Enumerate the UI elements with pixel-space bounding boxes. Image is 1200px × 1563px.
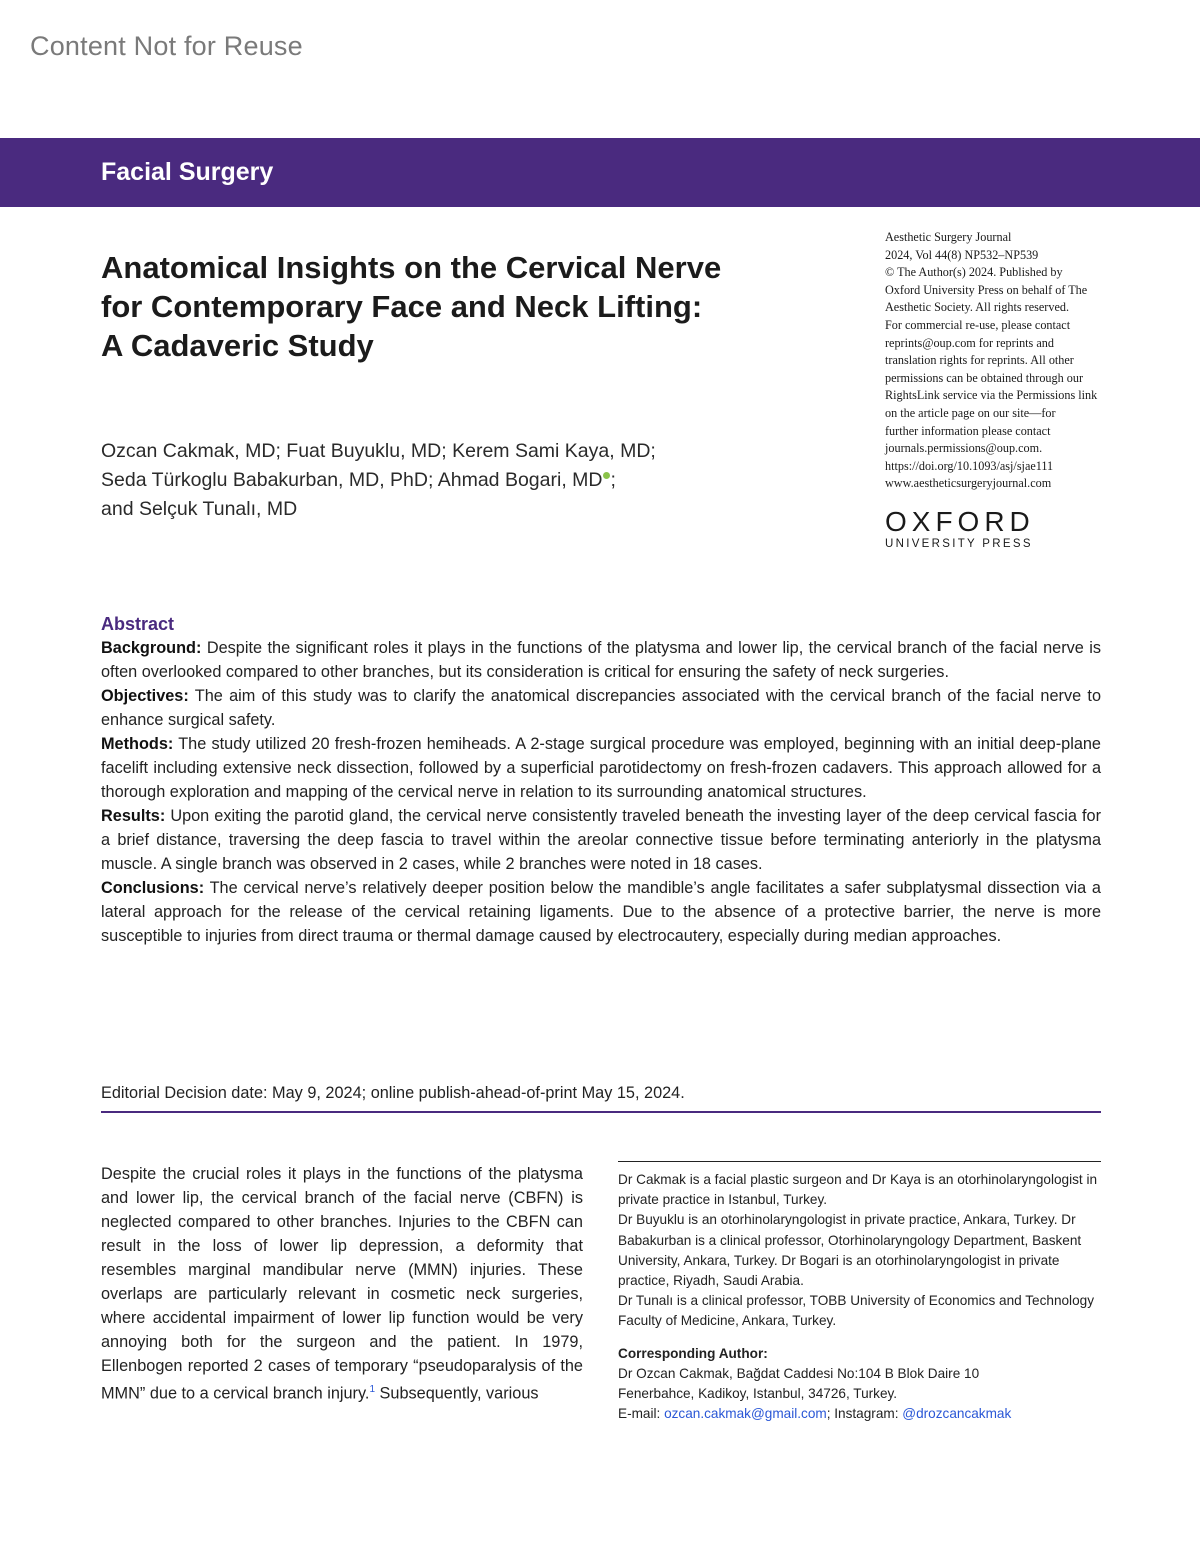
abstract-text: The aim of this study was to clarify the anatomical discrepancies associated with the cervical branch of the facial nerve to enhance surgical safety. [101,687,1101,729]
corresponding-address: Fenerbahce, Kadikoy, Istanbul, 34726, Turkey. [618,1386,898,1402]
title-line: Anatomical Insights on the Cervical Nerve [101,250,722,285]
editorial-dates: Editorial Decision date: May 9, 2024; online publish-ahead-of-print May 15, 2024. [101,1084,685,1102]
journal-info-line: For commercial re-use, please contact [885,317,1071,332]
corresponding-address: Dr Ozcan Cakmak, Bağdat Caddesi No:104 B Blok Daire 10 [618,1365,980,1381]
instagram-link[interactable]: @drozcancakmak [902,1406,1012,1422]
doi-link[interactable]: https://doi.org/10.1093/asj/sjae111 [885,458,1054,473]
abstract [101,612,1101,948]
journal-info-line: RightsLink service via the Permissions link [885,388,1098,403]
affiliation-text: Dr Cakmak is a facial plastic surgeon and Dr Kaya is an otorhinolaryngologist in private practice in Istanbul, Turkey. [618,1172,1098,1208]
journal-info-line: translation rights for reprints. All other [885,353,1074,368]
author-affiliations [618,1170,1101,1424]
corresponding-contact [618,1404,1101,1424]
abstract-methods [101,732,1101,804]
journal-info-line: journals.permissions@oup.com. [885,441,1043,456]
journal-info-line: permissions can be obtained through our [885,370,1084,385]
journal-info-line: 2024, Vol 44(8) NP532–NP539 [885,247,1039,262]
section-banner [0,138,1200,207]
journal-info-line: © The Author(s) 2024. Published by [885,265,1063,280]
section-label: Facial Surgery [101,158,274,186]
journal-info [885,229,1110,493]
journal-info-line: further information please contact [885,423,1051,438]
abstract-label: Methods: [101,735,174,753]
publisher-subname: UNIVERSITY PRESS [885,538,1033,550]
affiliation-text: Dr Tunalı is a clinical professor, TOBB University of Economics and Technology Faculty of Medicine, Ankara, Turkey. [618,1293,1094,1329]
article-title [101,248,821,365]
journal-info-line: reprints@oup.com for reprints and [885,335,1054,350]
abstract-heading: Abstract [101,614,175,634]
corresponding-heading: Corresponding Author: [618,1345,768,1361]
title-line: A Cadaveric Study [101,328,374,363]
abstract-text: Despite the significant roles it plays in the functions of the platysma and lower lip, the cervical branch of the facial nerve is often overlooked compared to other branches, but its consideration is critical for ensuring the safety of neck surgeries. [101,639,1101,681]
publisher-name: OXFORD [885,506,1035,537]
email-link[interactable]: ozcan.cakmak@gmail.com [664,1406,827,1422]
journal-info-line: Aesthetic Society. All rights reserved. [885,300,1070,315]
title-line: for Contemporary Face and Neck Lifting: [101,289,703,324]
reference-link[interactable]: 1 [369,1384,375,1395]
affiliation-divider [618,1161,1101,1162]
author-line: Ozcan Cakmak, MD; Fuat Buyuklu, MD; Kerem Sami Kaya, MD; [101,440,656,462]
abstract-label: Objectives: [101,687,189,705]
abstract-label: Conclusions: [101,879,205,897]
section-divider [101,1111,1101,1113]
author-line: and Selçuk Tunalı, MD [101,498,298,520]
body-text [101,1162,583,1405]
journal-info-line: Aesthetic Surgery Journal [885,230,1012,244]
abstract-label: Background: [101,639,202,657]
abstract-background [101,636,1101,684]
abstract-objectives [101,684,1101,732]
author-list [101,437,821,524]
abstract-results [101,804,1101,876]
journal-website-link[interactable]: www.aestheticsurgeryjournal.com [885,476,1052,491]
email-label: E-mail: [618,1406,665,1422]
abstract-conclusions [101,876,1101,948]
abstract-text: The cervical nerve’s relatively deeper position below the mandible’s angle facilitates a safer subplatysmal dissection via a lateral approach for the release of the cervical retaining ligaments. Due to the absence of a protective barrier, the nerve is more susceptible to injuries from direct trauma or thermal damage caused by electrocautery, especially during median approaches. [101,879,1101,945]
watermark: Content Not for Reuse [30,31,303,61]
abstract-label: Results: [101,807,166,825]
abstract-text: The study utilized 20 fresh-frozen hemiheads. A 2-stage surgical procedure was employed, beginning with an initial deep-plane facelift including extensive neck dissection, followed by a superficial parotidectomy on fresh-frozen cadavers. This approach allowed for a thorough exploration and mapping of the cervical nerve in relation to its surrounding anatomical structures. [101,735,1101,801]
body-paragraph-continued: Subsequently, various [375,1384,539,1403]
instagram-label: ; Instagram: [826,1406,903,1422]
publisher-logo [885,507,1055,550]
abstract-text: Upon exiting the parotid gland, the cervical nerve consistently traveled beneath the investing layer of the deep cervical fascia for a brief distance, traversing the deep fascia to travel within the areolar connective tissue before terminating anteriorly in the platysma muscle. A single branch was observed in 2 cases, while 2 branches were noted in 18 cases. [101,807,1101,873]
author-separator: ; [610,469,616,491]
journal-info-line: on the article page on our site—for [885,405,1056,420]
body-paragraph: Despite the crucial roles it plays in the functions of the platysma and lower lip, the cervical branch of the facial nerve (CBFN) is neglected compared to other branches. Injuries to the CBFN can result in the loss of lower lip depression, a deformity that resembles marginal mandibular nerve (MMN) injuries. These overlaps are particularly relevant in cosmetic neck surgeries, where accidental impairment of lower lip function would be very annoying both for the surgeon and the patient. In 1979, Ellenbogen reported 2 cases of temporary “pseudoparalysis of the MMN” due to a cervical branch injury. [101,1165,583,1403]
journal-info-line: Oxford University Press on behalf of The [885,282,1088,297]
author-line: Seda Türkoglu Babakurban, MD, PhD; Ahmad Bogari, MD [101,469,603,491]
affiliation-text: Dr Buyuklu is an otorhinolaryngologist in private practice, Ankara, Turkey. Dr Babakurban is a clinical professor, Otorhinolaryngology Department, Baskent University, Ankara, Turkey. Dr Bogari is an otorhinolaryngologist in private practice, Riyadh, Saudi Arabia. [618,1212,1082,1289]
